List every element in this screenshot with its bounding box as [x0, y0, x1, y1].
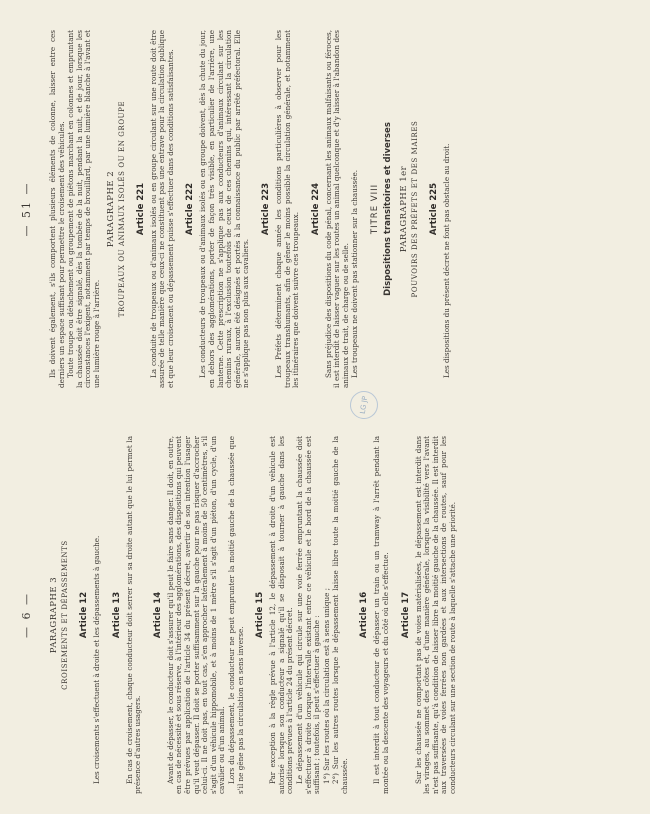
article-13-heading: Article 13 — [111, 591, 122, 639]
intro-text-1: Ils doivent également, s'ils comportent plusieurs éléments de colonne, laisser entre ces derniers un espace suffisant pour permettre le croisement des véhicules. — [48, 30, 66, 388]
paragraph-subtitle: CROISEMENTS ET DÉPASSEMENTS — [61, 540, 69, 690]
article-14-text-2: Lors du dépassement, le conducteur ne peut emprunter la moitié gauche de la chaussée que s'il ne gêne pas la circulation en sens inverse. — [226, 436, 245, 794]
paragraph-subtitle: TROUPEAUX OU ANIMAUX ISOLÉS OU EN GROUPE — [117, 100, 126, 318]
article-221-heading: Article 221 — [135, 182, 146, 236]
paragraph-title-2: PARAGRAPHE 1er — [399, 165, 410, 253]
page-number: — 6 — — [20, 592, 33, 638]
article-12-text: Les croisements s'effectuent à droite et les dépassements à gauche. — [92, 535, 101, 784]
intro-text-2: Toute troupe ou détachement ou groupement de piétons marchant en colonnes et empruntant la chaussée doit être signalé, dès la tombée de la nuit, pendant la nuit, et de jour, lorsque les circonstances l'exigent, notamment par temps de brouillard, par une lumière blanche à l'avant et une lumière rouge à l'arrière. — [66, 30, 101, 388]
article-223-text: Les Préfets déterminent chaque année les conditions particulières à observer pour les troupeaux transhumants, afin de gêner le moins possible la circulation générale, et notamment les itinéraires que doivent suivre ces troupeaux. — [273, 30, 301, 388]
article-16-text: Il est interdit à tout conducteur de dépasser un train ou un tramway à l'arrêt pendant la montée ou la descente des voyageurs et du côté où elle s'effectue. — [372, 436, 391, 794]
article-13-text: En cas de croisement, chaque conducteur doit serrer sur sa droite autant que le lui permet la présence d'autres usagers. — [124, 436, 143, 794]
article-16-heading: Article 16 — [359, 591, 370, 639]
right-page — [20, 30, 620, 388]
article-14-heading: Article 14 — [152, 591, 163, 639]
article-223-heading: Article 223 — [260, 182, 271, 236]
paragraph-subtitle-2: POUVOIRS DES PRÉFETS ET DES MAIRES — [411, 120, 420, 298]
library-stamp: LG JP — [348, 389, 380, 421]
article-15-text-3: 1°) Sur les routes où la circulation est à sens unique ; — [321, 587, 331, 784]
titre-heading: TITRE VIII — [370, 183, 381, 235]
article-15-text-4: 2°) Sur les autres routes lorsque le dépassement laisse libre toute la moitié gauche de la chaussée. — [331, 436, 349, 794]
article-14-text-1: Avant de dépasser, le conducteur doit s'assurer qu'il peut le faire sans danger. Il doit, en outre, en cas de nécessité et sous réserve, à l'intérieur des agglomérations, des dispositions qui peuvent être prévues par application de l'article 34 du présent décret, avertir de son intention l'usager qu'il veut dépasser. Il doit se porter suffisamment sur la gauche pour ne pas risquer d'accrocher celui-ci. Il ne doit pas, en tout cas, s'en approcher latéralement à moins de 50 centimètres, s'il s'agit d'un véhicule hippomobile, et à moins de 1 mètre s'il s'agit d'un piéton, d'un cycle, d'un cavalier ou d'un animal. — [165, 436, 227, 794]
article-224-text-1: Sans préjudice des dispositions du code pénal, concernant les animaux malfaisants ou féroces, il est interdit de laisser vaguer sur les routes un animal quelconque et d'y laisser à l'abandon des animaux de trait, de charge ou de selle. — [323, 30, 350, 388]
article-15-text-2: Le dépassement d'un véhicule qui circule sur une voie ferrée empruntant la chaussée doit s'effectuer à droite lorsque l'intervalle existant entre ce véhicule et le bord de la chaussée est suffisant ; toutefois, il peut s'effectuer à gauche : — [294, 436, 322, 794]
article-224-heading: Article 224 — [310, 182, 321, 236]
article-15-text-1: Par exception à la règle prévue à l'article 12, le dépassement à droite d'un véhicule est autorisé lorsque son conducteur a signalé qu'il se disposait à tourner à gauche dans les conditions prévues à l'article 24 du présent décret. — [268, 436, 295, 794]
article-17-text: Sur les chaussée ne comportant pas de voies matérialisées, le dépassement est interdit dans les virages, au sommet des côtes et, d'une manière générale, lorsque la visibilité vers l'avant n'est pas suffisante, qu'à condition de laisser libre la moitié gauche de la chaussée. Il est interdit aux traversées de voies ferrées non gardées et aux intersections de routes, sauf pour les conducteurs circulant sur une section de route à laquelle s'attache une priorité. — [413, 436, 458, 794]
paragraph-title: PARAGRAPHE 3 — [49, 576, 59, 654]
article-15-heading: Article 15 — [255, 591, 266, 639]
article-224-text-2: Les troupeaux ne doivent pas stationner sur la chaussée. — [350, 169, 360, 378]
page-number: — 51 — — [20, 181, 33, 237]
article-17-heading: Article 17 — [400, 591, 411, 639]
article-12-heading: Article 12 — [79, 591, 89, 639]
left-page — [20, 436, 620, 794]
paragraph-title: PARAGRAPHE 2 — [105, 170, 116, 248]
article-222-heading: Article 222 — [185, 182, 196, 236]
article-225-heading: Article 225 — [429, 182, 440, 236]
article-221-text: La conduite de troupeaux ou d'animaux isolés ou en groupe circulant sur une route doit être assurée de telle manière que ceux-ci ne constituent pas une entrave pour la circulation publique et que leur croisement ou dépassement puisse s'effectuer dans des conditions satisfaisantes. — [148, 30, 175, 388]
article-222-text: Les conducteurs de troupeaux ou d'animaux isolés ou en groupe doivent, dès la chute du jour, en dehors des agglomérations, porter de façon très visible, en particulier de l'arrière, une lanterne. Cette prescription ne s'applique pas aux conducteurs d'animaux circulant sur les chemins ruraux, à l'exclusion toutefois de ceux de ces chemins qui, intéressant la circulation générale, auront été désignés et portés à la connaissance du public par arrêté préfectoral. Elle ne s'applique pas non plus aux cavaliers. — [198, 30, 251, 388]
titre-subtitle: Dispositions transitoires et diverses — [383, 122, 394, 296]
article-225-text: Les dispositions du présent décret ne font pas obstacle au droit. — [442, 143, 452, 378]
